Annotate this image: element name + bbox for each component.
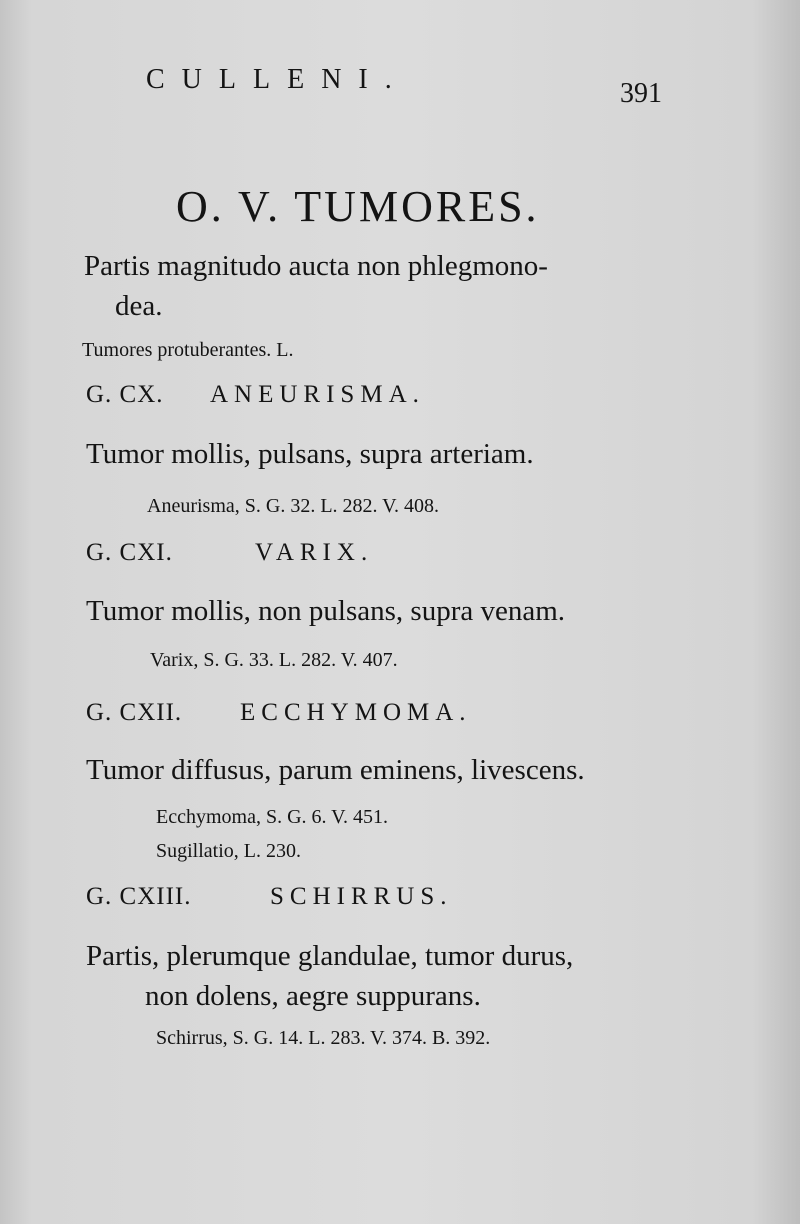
genus-name: VARIX. bbox=[255, 539, 374, 566]
genus-label: G. CXI. bbox=[86, 539, 173, 566]
order-definition-line-2: dea. bbox=[115, 290, 163, 322]
genus-name: ANEURISMA. bbox=[210, 381, 425, 408]
genus-references: Schirrus, S. G. 14. L. 283. V. 374. B. 392. bbox=[156, 1027, 491, 1049]
genus-definition: Partis, plerumque glandulae, tumor durus, bbox=[86, 940, 574, 972]
genus-definition: Tumor mollis, pulsans, supra arteriam. bbox=[86, 438, 534, 470]
genus-references: Varix, S. G. 33. L. 282. V. 407. bbox=[150, 649, 398, 671]
genus-references: Aneurisma, S. G. 32. L. 282. V. 408. bbox=[147, 495, 440, 517]
genus-label: G. CXII. bbox=[86, 699, 183, 726]
genus-label: G. CXIII. bbox=[86, 883, 192, 910]
genus-references: Sugillatio, L. 230. bbox=[156, 840, 301, 862]
running-head: CULLENI. bbox=[146, 64, 409, 95]
genus-name: SCHIRRUS. bbox=[270, 883, 453, 910]
genus-definition: Tumor diffusus, parum eminens, livescens. bbox=[86, 754, 585, 786]
order-definition-line-1: Partis magnitudo aucta non phlegmono- bbox=[84, 250, 548, 282]
order-title: O. V. TUMORES. bbox=[176, 182, 540, 231]
genus-name: ECCHYMOMA. bbox=[240, 699, 472, 726]
page-number: 391 bbox=[620, 78, 662, 109]
genus-definition: Tumor mollis, non pulsans, supra venam. bbox=[86, 595, 566, 627]
order-synonym: Tumores protuberantes. L. bbox=[82, 339, 294, 361]
genus-definition: non dolens, aegre suppurans. bbox=[145, 980, 481, 1012]
genus-references: Ecchymoma, S. G. 6. V. 451. bbox=[156, 806, 389, 828]
genus-label: G. CX. bbox=[86, 381, 164, 408]
